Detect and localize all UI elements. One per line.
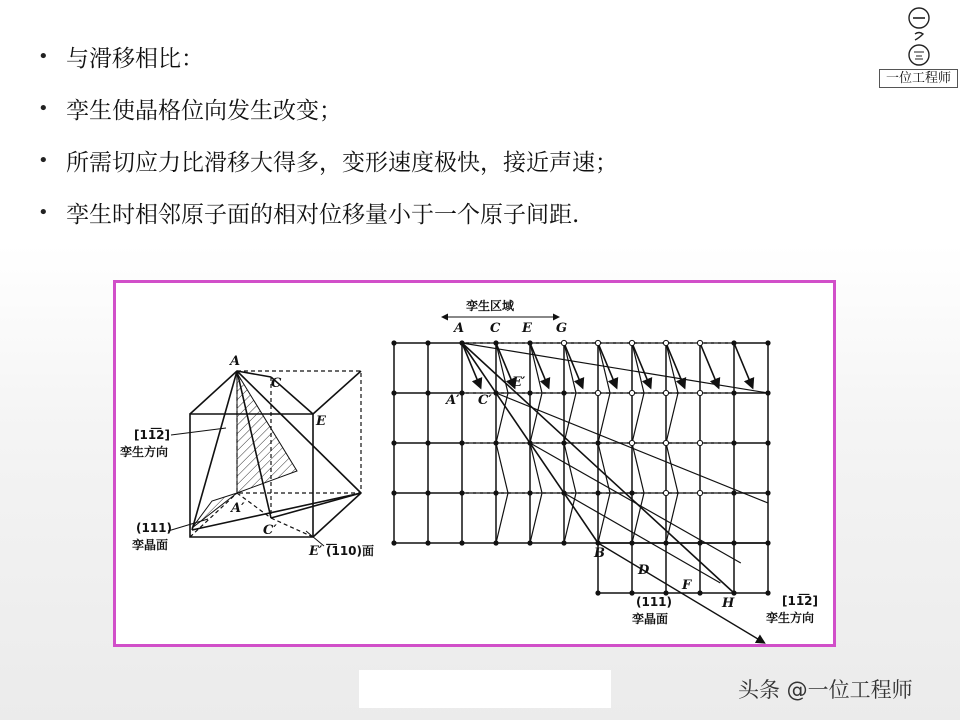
lattice-atom	[459, 390, 464, 395]
lattice-atom-original	[697, 490, 702, 495]
cube-edge	[190, 371, 237, 414]
lattice-atom	[731, 540, 736, 545]
lattice-atom	[663, 540, 668, 545]
lattice-bottom-label: H	[722, 596, 735, 611]
cube-plane-index: (111)	[136, 521, 173, 535]
lattice-atom	[697, 590, 702, 595]
lattice-atom	[595, 540, 600, 545]
lattice-atom	[425, 390, 430, 395]
cube-label-a-prime: A′	[231, 501, 245, 516]
watermark-text: 头条 @一位工程师	[738, 678, 913, 702]
seal-logo-icon	[897, 6, 941, 68]
leader-line	[171, 428, 226, 435]
bullet-dot-icon: •	[38, 45, 49, 67]
lattice-bottom-label: B	[594, 546, 605, 561]
lattice-atom-original	[663, 340, 668, 345]
lattice-atom	[425, 490, 430, 495]
lattice-atom	[765, 590, 770, 595]
lattice-atom-original	[663, 440, 668, 445]
region-label: 孪生区域	[466, 299, 515, 313]
lattice-atom	[425, 540, 430, 545]
cube-label-c: C	[271, 376, 282, 391]
lattice-atom-original	[629, 340, 634, 345]
lattice-diagram	[391, 340, 770, 643]
lattice-atom	[459, 340, 464, 345]
logo-label: 一位工程师	[879, 69, 958, 88]
lattice-top-label: A	[454, 321, 465, 336]
lattice-atom	[731, 590, 736, 595]
lattice-atom	[527, 490, 532, 495]
lattice-atom	[765, 540, 770, 545]
lattice-label-c-prime: C′	[478, 393, 492, 408]
lattice-atom-original	[663, 390, 668, 395]
lattice-atom-original	[595, 390, 600, 395]
lattice-atom-original	[629, 390, 634, 395]
bullet-text: 孪生时相邻原子面的相对位移量小于一个原子间距.	[66, 201, 580, 228]
cube-diagram	[168, 371, 361, 546]
lattice-atom-original	[595, 340, 600, 345]
lattice-atom	[629, 490, 634, 495]
bullet-text: 孪生使晶格位向发生改变；	[66, 97, 342, 124]
lattice-atom	[765, 490, 770, 495]
lattice-top-label: G	[556, 321, 568, 336]
footer-blank-box	[359, 670, 611, 708]
lattice-atom	[595, 590, 600, 595]
lattice-label-e-prime: E′	[512, 375, 526, 390]
lattice-atom	[765, 390, 770, 395]
lattice-atom	[391, 490, 396, 495]
lattice-atom	[561, 390, 566, 395]
bullet-dot-icon: •	[38, 97, 49, 119]
lattice-atom	[459, 440, 464, 445]
bullet-dot-icon: •	[38, 149, 49, 171]
cube-plane-label: 孪晶面	[132, 538, 169, 552]
lattice-atom	[527, 540, 532, 545]
cube-label-c-prime: C′	[263, 523, 277, 538]
lattice-plane-label: 孪晶面	[632, 612, 669, 626]
lattice-atom	[765, 440, 770, 445]
bullet-item	[38, 30, 618, 82]
bullet-item	[38, 186, 618, 238]
cube-direction-label: 孪生方向	[120, 445, 169, 459]
lattice-atom	[731, 490, 736, 495]
lattice-atom	[459, 540, 464, 545]
lattice-atom	[731, 340, 736, 345]
lattice-atom	[459, 490, 464, 495]
twinning-diagram	[116, 283, 833, 644]
lattice-atom	[425, 440, 430, 445]
lattice-atom	[629, 590, 634, 595]
lattice-atom	[527, 340, 532, 345]
lattice-atom-original	[697, 390, 702, 395]
lattice-atom	[493, 540, 498, 545]
lattice-atom	[629, 540, 634, 545]
bullet-list	[38, 30, 618, 238]
bullet-dot-icon: •	[38, 201, 49, 223]
cube-label-a: A	[230, 354, 241, 369]
bullet-text: 所需切应力比滑移大得多，变形速度极快，接近声速；	[66, 149, 618, 176]
lattice-atom-original	[697, 340, 702, 345]
lattice-atom	[391, 390, 396, 395]
shear-arrow	[700, 343, 719, 388]
bullet-text: 与滑移相比：	[66, 45, 204, 72]
lattice-atom	[493, 440, 498, 445]
shear-arrow	[734, 343, 753, 388]
lattice-atom	[493, 490, 498, 495]
twinning-figure	[113, 280, 836, 647]
cube-direction-index: [11͞2]	[134, 428, 171, 442]
lattice-top-label: E	[522, 321, 532, 336]
cube-label-e-prime: E′	[309, 544, 323, 559]
lattice-atom	[527, 440, 532, 445]
lattice-label-a-prime: A′	[446, 393, 460, 408]
lattice-atom	[697, 540, 702, 545]
lattice-atom	[425, 340, 430, 345]
diagonal-line-hidden	[271, 518, 313, 537]
lattice-plane-index: (111)	[636, 595, 673, 609]
cube-plane-110-label: (͞110)面	[326, 544, 375, 558]
lattice-atom-original	[561, 340, 566, 345]
lattice-atom	[561, 440, 566, 445]
lattice-direction-label: 孪生方向	[766, 611, 815, 625]
lattice-bottom-label: D	[638, 563, 650, 578]
lattice-atom	[731, 390, 736, 395]
lattice-direction-index: [11͞2]	[782, 594, 819, 608]
lattice-atom-original	[629, 440, 634, 445]
lattice-atom	[391, 540, 396, 545]
lattice-atom	[595, 440, 600, 445]
lattice-atom	[561, 490, 566, 495]
bullet-item	[38, 134, 618, 186]
cube-label-e: E	[316, 414, 326, 429]
lattice-atom	[527, 390, 532, 395]
lattice-atom-original	[663, 490, 668, 495]
lattice-atom	[595, 490, 600, 495]
lattice-atom	[561, 540, 566, 545]
brand-logo	[879, 6, 958, 86]
lattice-atom	[765, 340, 770, 345]
lattice-atom	[731, 440, 736, 445]
lattice-atom	[391, 340, 396, 345]
lattice-atom	[493, 340, 498, 345]
lattice-atom-original	[697, 440, 702, 445]
cube-edge	[313, 371, 361, 414]
lattice-atom	[391, 440, 396, 445]
bullet-item	[38, 82, 618, 134]
lattice-atom	[493, 390, 498, 395]
twin-plane-line	[530, 443, 741, 563]
lattice-bottom-label: F	[682, 578, 692, 593]
lattice-top-label: C	[490, 321, 501, 336]
